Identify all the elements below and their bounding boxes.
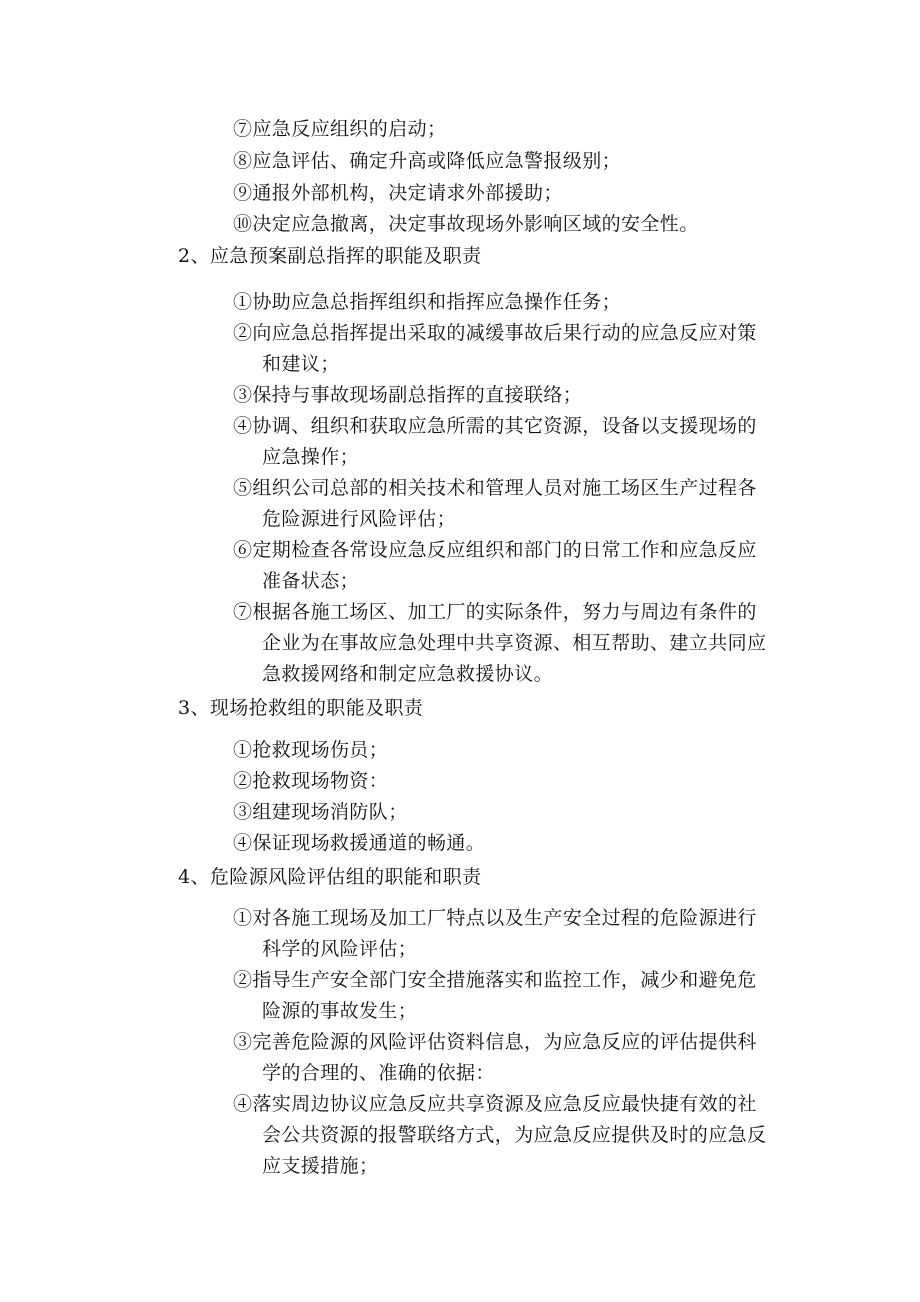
list-item: ①对各施工现场及加工厂特点以及生产安全过程的危险源进行 xyxy=(233,907,757,929)
list-item: ⑤组织公司总部的相关技术和管理人员对施工场区生产过程各 xyxy=(233,477,757,499)
list-item: ⑥定期检查各常设应急反应组织和部门的日常工作和应急反应 xyxy=(233,539,757,561)
list-item-continuation: 应支援措施； xyxy=(262,1155,379,1177)
list-item-continuation: 科学的风险评估； xyxy=(262,938,418,960)
list-item-continuation: 急救援网络和制定应急救援协议。 xyxy=(262,663,554,685)
list-item: ④保证现场救援通道的畅通。 xyxy=(233,832,486,854)
list-item: ⑨通报外部机构，决定请求外部援助； xyxy=(233,182,563,204)
list-item: ①抢救现场伤员； xyxy=(233,739,389,761)
list-item: ③保持与事故现场副总指挥的直接联络； xyxy=(233,384,583,406)
list-item: ②抢救现场物资： xyxy=(233,770,389,792)
list-item-continuation: 准备状态； xyxy=(262,570,360,592)
list-item: ②指导生产安全部门安全措施落实和监控工作，减少和避免危 xyxy=(233,969,757,991)
list-item: ⑩决定应急撤离，决定事故现场外影响区域的安全性。 xyxy=(233,213,699,235)
list-item-continuation: 企业为在事故应急处理中共享资源、相互帮助、建立共同应 xyxy=(262,632,767,654)
list-item-continuation: 危险源进行风险评估； xyxy=(262,508,457,530)
list-item: ①协助应急总指挥组织和指挥应急操作任务； xyxy=(233,291,622,313)
list-item: ⑦根据各施工场区、加工厂的实际条件，努力与周边有条件的 xyxy=(233,601,757,623)
list-item: ③完善危险源的风险评估资料信息，为应急反应的评估提供科 xyxy=(233,1031,757,1053)
list-item: ④落实周边协议应急反应共享资源及应急反应最快捷有效的社 xyxy=(233,1093,757,1115)
list-item: ②向应急总指挥提出采取的减缓事故后果行动的应急反应对策 xyxy=(233,322,757,344)
section-heading: 3、现场抢救组的职能及职责 xyxy=(178,697,424,719)
list-item-continuation: 和建议； xyxy=(262,353,340,375)
list-item: ⑦应急反应组织的启动； xyxy=(233,118,447,140)
list-item: ③组建现场消防队； xyxy=(233,801,408,823)
section-heading: 4、危险源风险评估组的职能和职责 xyxy=(178,866,482,888)
section-heading: 2、应急预案副总指挥的职能及职责 xyxy=(178,245,482,267)
list-item: ④协调、组织和获取应急所需的其它资源，设备以支援现场的 xyxy=(233,415,757,437)
list-item: ⑧应急评估、确定升高或降低应急警报级别； xyxy=(233,150,622,172)
list-item-continuation: 学的合理的、准确的依据： xyxy=(262,1062,495,1084)
list-item-continuation: 应急操作； xyxy=(262,446,360,468)
list-item-continuation: 险源的事故发生； xyxy=(262,1000,418,1022)
list-item-continuation: 会公共资源的报警联络方式，为应急反应提供及时的应急反 xyxy=(262,1124,767,1146)
